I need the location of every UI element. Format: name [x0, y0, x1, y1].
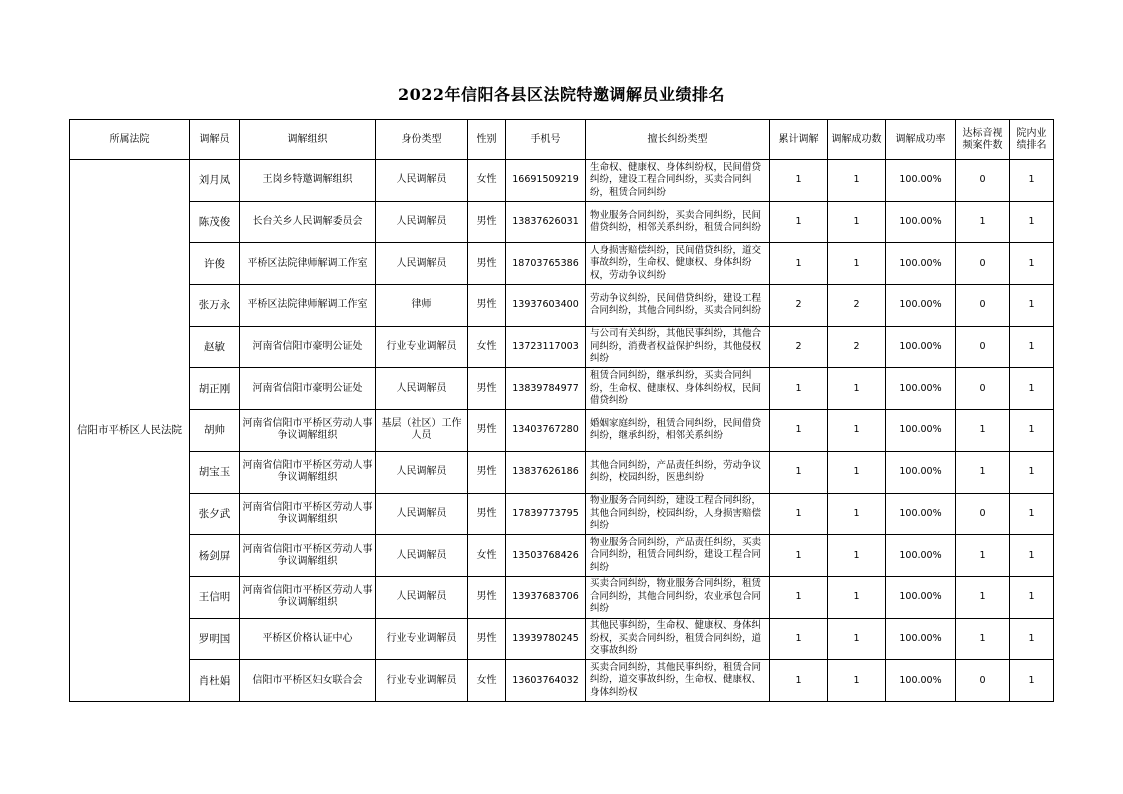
phone-number: 13403767280: [506, 410, 586, 452]
success-rate: 100.00%: [886, 160, 956, 202]
mediator-name: 杨剑屏: [190, 535, 240, 577]
mediator-org: 王岗乡特邀调解组织: [240, 160, 376, 202]
mediator-org: 信阳市平桥区妇女联合会: [240, 660, 376, 702]
col-header-mediator: 调解员: [190, 120, 240, 160]
total-mediations: 2: [770, 326, 828, 368]
court-rank: 1: [1010, 576, 1054, 618]
court-rank: 1: [1010, 451, 1054, 493]
mediator-org: 河南省信阳市平桥区劳动人事争议调解组织: [240, 535, 376, 577]
identity-type: 人民调解员: [376, 535, 468, 577]
gender: 男性: [468, 451, 506, 493]
success-count: 2: [828, 285, 886, 327]
video-case-count: 1: [956, 535, 1010, 577]
table-row: [70, 576, 1054, 618]
success-count: 1: [828, 160, 886, 202]
col-header-specialty: 擅长纠纷类型: [586, 120, 770, 160]
video-case-count: 0: [956, 368, 1010, 410]
success-count: 1: [828, 535, 886, 577]
mediator-org: 平桥区价格认证中心: [240, 618, 376, 660]
video-case-count: 0: [956, 660, 1010, 702]
mediator-org: 长台关乡人民调解委员会: [240, 201, 376, 243]
mediator-org: 河南省信阳市平桥区劳动人事争议调解组织: [240, 451, 376, 493]
total-mediations: 1: [770, 410, 828, 452]
specialty-types: 物业服务合同纠纷，产品责任纠纷，买卖合同纠纷，租赁合同纠纷，建设工程合同纠纷: [586, 535, 770, 577]
identity-type: 人民调解员: [376, 493, 468, 535]
mediator-name: 王信明: [190, 576, 240, 618]
video-case-count: 0: [956, 326, 1010, 368]
table-row: [70, 451, 1054, 493]
court-rank: 1: [1010, 160, 1054, 202]
gender: 男性: [468, 243, 506, 285]
table-row: [70, 535, 1054, 577]
court-rank: 1: [1010, 493, 1054, 535]
total-mediations: 1: [770, 160, 828, 202]
court-rank: 1: [1010, 243, 1054, 285]
video-case-count: 0: [956, 243, 1010, 285]
mediator-org: 河南省信阳市平桥区劳动人事争议调解组织: [240, 410, 376, 452]
table-header-row: [70, 120, 1054, 160]
page-title: 2022年信阳各县区法院特邀调解员业绩排名: [397, 85, 726, 104]
mediator-name: 陈茂俊: [190, 201, 240, 243]
video-case-count: 0: [956, 160, 1010, 202]
col-header-court: 所属法院: [70, 120, 190, 160]
table-row: [70, 160, 1054, 202]
court-rank: 1: [1010, 368, 1054, 410]
success-rate: 100.00%: [886, 285, 956, 327]
specialty-types: 买卖合同纠纷，物业服务合同纠纷，租赁合同纠纷，其他合同纠纷，农业承包合同纠纷: [586, 576, 770, 618]
court-rank: 1: [1010, 410, 1054, 452]
mediator-name: 许俊: [190, 243, 240, 285]
col-header-success: 调解成功数: [828, 120, 886, 160]
table-row: [70, 243, 1054, 285]
gender: 女性: [468, 535, 506, 577]
video-case-count: 0: [956, 285, 1010, 327]
table-row: [70, 660, 1054, 702]
col-header-video: 达标音视频案件数: [956, 120, 1010, 160]
video-case-count: 1: [956, 618, 1010, 660]
col-header-total: 累计调解: [770, 120, 828, 160]
identity-type: 人民调解员: [376, 243, 468, 285]
court-rank: 1: [1010, 285, 1054, 327]
phone-number: 13939780245: [506, 618, 586, 660]
table-row: [70, 285, 1054, 327]
mediator-org: 河南省信阳市平桥区劳动人事争议调解组织: [240, 493, 376, 535]
phone-number: 13503768426: [506, 535, 586, 577]
success-rate: 100.00%: [886, 243, 956, 285]
mediator-name: 刘月凤: [190, 160, 240, 202]
col-header-rate: 调解成功率: [886, 120, 956, 160]
total-mediations: 2: [770, 285, 828, 327]
phone-number: 17839773795: [506, 493, 586, 535]
mediator-org: 平桥区法院律师解调工作室: [240, 285, 376, 327]
table-row: [70, 618, 1054, 660]
phone-number: 13603764032: [506, 660, 586, 702]
success-rate: 100.00%: [886, 201, 956, 243]
success-rate: 100.00%: [886, 410, 956, 452]
success-count: 1: [828, 410, 886, 452]
total-mediations: 1: [770, 493, 828, 535]
mediator-name: 胡正刚: [190, 368, 240, 410]
video-case-count: 1: [956, 451, 1010, 493]
specialty-types: 买卖合同纠纷，其他民事纠纷，租赁合同纠纷，道交事故纠纷，生命权、健康权、身体纠纷权: [586, 660, 770, 702]
court-rank: 1: [1010, 660, 1054, 702]
total-mediations: 1: [770, 576, 828, 618]
col-header-rank: 院内业绩排名: [1010, 120, 1054, 160]
mediator-name: 肖杜娟: [190, 660, 240, 702]
video-case-count: 1: [956, 576, 1010, 618]
phone-number: 13837626186: [506, 451, 586, 493]
total-mediations: 1: [770, 201, 828, 243]
mediator-org: 河南省信阳市豪明公证处: [240, 326, 376, 368]
total-mediations: 1: [770, 618, 828, 660]
mediator-name: 胡帅: [190, 410, 240, 452]
video-case-count: 0: [956, 493, 1010, 535]
gender: 女性: [468, 660, 506, 702]
col-header-gender: 性别: [468, 120, 506, 160]
mediator-org: 平桥区法院律师解调工作室: [240, 243, 376, 285]
total-mediations: 1: [770, 368, 828, 410]
mediator-name: 张夕武: [190, 493, 240, 535]
success-count: 1: [828, 451, 886, 493]
success-count: 1: [828, 618, 886, 660]
phone-number: 18703765386: [506, 243, 586, 285]
total-mediations: 1: [770, 451, 828, 493]
table-row: [70, 410, 1054, 452]
table-row: [70, 326, 1054, 368]
specialty-types: 物业服务合同纠纷，建设工程合同纠纷，其他合同纠纷，校园纠纷，人身损害赔偿纠纷: [586, 493, 770, 535]
success-count: 2: [828, 326, 886, 368]
video-case-count: 1: [956, 410, 1010, 452]
specialty-types: 其他民事纠纷，生命权、健康权、身体纠纷权，买卖合同纠纷，租赁合同纠纷，道交事故纠纷: [586, 618, 770, 660]
total-mediations: 1: [770, 243, 828, 285]
specialty-types: 租赁合同纠纷，继承纠纷，买卖合同纠纷，生命权、健康权、身体纠纷权，民间借贷纠纷: [586, 368, 770, 410]
court-rank: 1: [1010, 535, 1054, 577]
identity-type: 基层（社区）工作人员: [376, 410, 468, 452]
identity-type: 人民调解员: [376, 451, 468, 493]
gender: 女性: [468, 326, 506, 368]
court-rank: 1: [1010, 201, 1054, 243]
total-mediations: 1: [770, 535, 828, 577]
gender: 男性: [468, 576, 506, 618]
mediator-name: 罗明国: [190, 618, 240, 660]
court-rank: 1: [1010, 326, 1054, 368]
specialty-types: 与公司有关纠纷，其他民事纠纷，其他合同纠纷，消费者权益保护纠纷，其他侵权纠纷: [586, 326, 770, 368]
gender: 男性: [468, 285, 506, 327]
video-case-count: 1: [956, 201, 1010, 243]
identity-type: 律师: [376, 285, 468, 327]
col-header-phone: 手机号: [506, 120, 586, 160]
success-count: 1: [828, 576, 886, 618]
phone-number: 13839784977: [506, 368, 586, 410]
ranking-table: [69, 119, 1054, 702]
specialty-types: 其他合同纠纷，产品责任纠纷，劳动争议纠纷，校园纠纷，医患纠纷: [586, 451, 770, 493]
mediator-org: 河南省信阳市平桥区劳动人事争议调解组织: [240, 576, 376, 618]
specialty-types: 婚姻家庭纠纷，租赁合同纠纷，民间借贷纠纷，继承纠纷，相邻关系纠纷: [586, 410, 770, 452]
phone-number: 16691509219: [506, 160, 586, 202]
identity-type: 行业专业调解员: [376, 326, 468, 368]
court-rank: 1: [1010, 618, 1054, 660]
success-count: 1: [828, 243, 886, 285]
success-count: 1: [828, 660, 886, 702]
success-count: 1: [828, 201, 886, 243]
gender: 男性: [468, 410, 506, 452]
gender: 男性: [468, 493, 506, 535]
specialty-types: 物业服务合同纠纷，买卖合同纠纷，民间借贷纠纷，相邻关系纠纷，租赁合同纠纷: [586, 201, 770, 243]
success-rate: 100.00%: [886, 660, 956, 702]
success-count: 1: [828, 368, 886, 410]
col-header-identity: 身份类型: [376, 120, 468, 160]
mediator-org: 河南省信阳市豪明公证处: [240, 368, 376, 410]
phone-number: 13723117003: [506, 326, 586, 368]
specialty-types: 生命权、健康权、身体纠纷权，民间借贷纠纷，建设工程合同纠纷，买卖合同纠纷，租赁合同纠纷: [586, 160, 770, 202]
identity-type: 人民调解员: [376, 160, 468, 202]
identity-type: 行业专业调解员: [376, 618, 468, 660]
specialty-types: 劳动争议纠纷，民间借贷纠纷，建设工程合同纠纷，其他合同纠纷，买卖合同纠纷: [586, 285, 770, 327]
gender: 女性: [468, 160, 506, 202]
table-row: [70, 201, 1054, 243]
mediator-name: 赵敏: [190, 326, 240, 368]
identity-type: 行业专业调解员: [376, 660, 468, 702]
gender: 男性: [468, 368, 506, 410]
phone-number: 13837626031: [506, 201, 586, 243]
gender: 男性: [468, 201, 506, 243]
identity-type: 人民调解员: [376, 368, 468, 410]
gender: 男性: [468, 618, 506, 660]
success-rate: 100.00%: [886, 493, 956, 535]
success-rate: 100.00%: [886, 326, 956, 368]
phone-number: 13937683706: [506, 576, 586, 618]
court-name: 信阳市平桥区人民法院: [70, 160, 190, 702]
success-rate: 100.00%: [886, 618, 956, 660]
success-rate: 100.00%: [886, 451, 956, 493]
identity-type: 人民调解员: [376, 576, 468, 618]
success-rate: 100.00%: [886, 576, 956, 618]
mediator-name: 胡宝玉: [190, 451, 240, 493]
table-row: [70, 493, 1054, 535]
table-row: [70, 368, 1054, 410]
success-count: 1: [828, 493, 886, 535]
specialty-types: 人身损害赔偿纠纷，民间借贷纠纷，道交事故纠纷，生命权、健康权、身体纠纷权，劳动争议纠纷: [586, 243, 770, 285]
success-rate: 100.00%: [886, 368, 956, 410]
mediator-name: 张万永: [190, 285, 240, 327]
phone-number: 13937603400: [506, 285, 586, 327]
identity-type: 人民调解员: [376, 201, 468, 243]
success-rate: 100.00%: [886, 535, 956, 577]
total-mediations: 1: [770, 660, 828, 702]
col-header-org: 调解组织: [240, 120, 376, 160]
